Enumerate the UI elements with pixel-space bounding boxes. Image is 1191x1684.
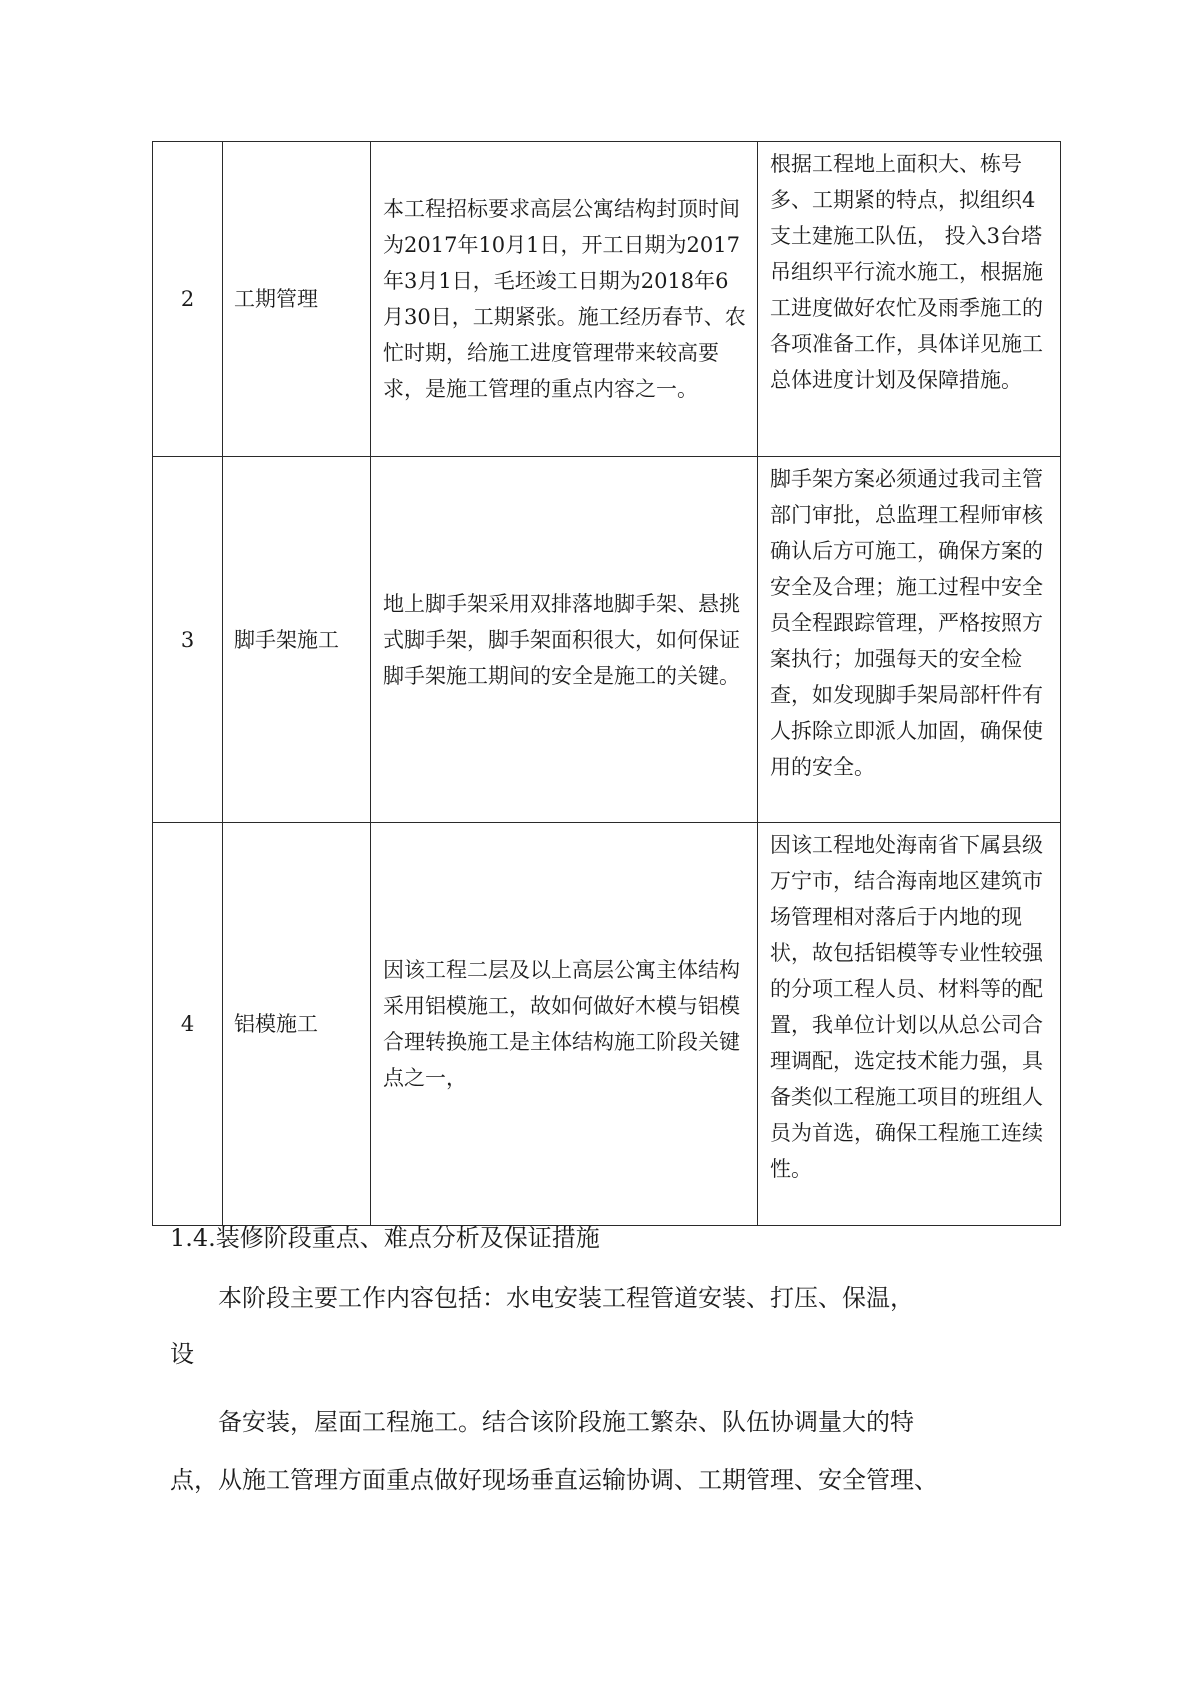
row-description: 地上脚手架采用双排落地脚手架、悬挑式脚手架，脚手架面积很大，如何保证脚手架施工期间的安全是施工的关键。: [371, 457, 758, 823]
paragraph-line: 设: [170, 1340, 194, 1368]
table-row: [153, 142, 1061, 457]
row-item-name: 工期管理: [223, 142, 371, 457]
table-row: [153, 457, 1061, 823]
paragraph-line: 点，从施工管理方面重点做好现场垂直运输协调、工期管理、安全管理、: [170, 1466, 938, 1494]
paragraph-line: 本阶段主要工作内容包括：水电安装工程管道安装、打压、保温，: [218, 1284, 914, 1312]
row-measures: 根据工程地上面积大、栋号多、工期紧的特点，拟组织4支土建施工队伍， 投入3台塔吊组织平行流水施工，根据施工进度做好农忙及雨季施工的各项准备工作，具体详见施工总体进度计划及保障措施。: [758, 142, 1061, 457]
key-points-table: [152, 141, 1061, 1226]
row-measures: 脚手架方案必须通过我司主管部门审批，总监理工程师审核确认后方可施工，确保方案的安全及合理；施工过程中安全员全程跟踪管理，严格按照方案执行；加强每天的安全检查，如发现脚手架局部杆件有人拆除立即派人加固，确保使用的安全。: [758, 457, 1061, 823]
row-description: 本工程招标要求高层公寓结构封顶时间为2017年10月1日，开工日期为2017年3月1日，毛坯竣工日期为2018年6月30日，工期紧张。施工经历春节、农忙时期，给施工进度管理带来较高要求，是施工管理的重点内容之一。: [371, 142, 758, 457]
table-row: [153, 823, 1061, 1226]
row-measures: 因该工程地处海南省下属县级万宁市，结合海南地区建筑市场管理相对落后于内地的现状，故包括铝模等专业性较强的分项工程人员、材料等的配置，我单位计划以从总公司合理调配，选定技术能力强，具备类似工程施工项目的班组人员为首选，确保工程施工连续性。: [758, 823, 1061, 1226]
row-description: 因该工程二层及以上高层公寓主体结构采用铝模施工，故如何做好木模与铝模合理转换施工是主体结构施工阶段关键点之一，: [371, 823, 758, 1226]
row-number: 2: [153, 142, 223, 457]
row-item-name: 脚手架施工: [223, 457, 371, 823]
row-number: 3: [153, 457, 223, 823]
row-number: 4: [153, 823, 223, 1226]
row-item-name: 铝模施工: [223, 823, 371, 1226]
paragraph-line: 备安装，屋面工程施工。结合该阶段施工繁杂、队伍协调量大的特: [218, 1408, 914, 1436]
section-heading: 1.4.装修阶段重点、难点分析及保证措施: [170, 1224, 600, 1252]
